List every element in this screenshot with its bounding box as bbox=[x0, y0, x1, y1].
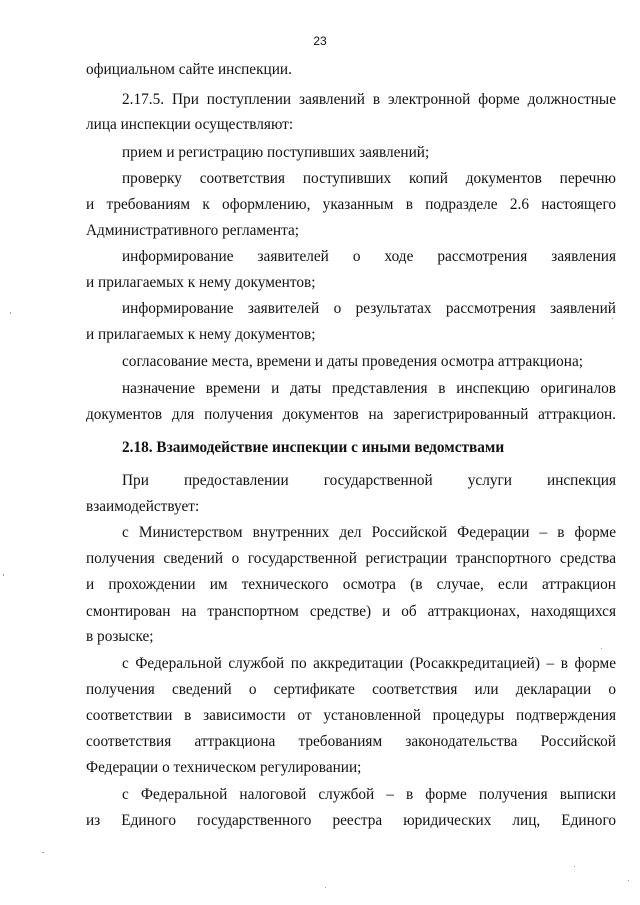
text-line: соответствия аттракциона требованиям законодательства Российской bbox=[86, 733, 616, 750]
text-line: информирование заявителей о результатах рассмотрения заявлений bbox=[122, 300, 616, 317]
scan-speck bbox=[612, 318, 613, 319]
text-line: лица инспекции осуществляют: bbox=[86, 116, 294, 133]
text-line: смонтирован на транспортном средстве) и об аттракционах, находящихся bbox=[86, 603, 616, 620]
scan-speck bbox=[3, 574, 4, 576]
text-line: Федерации о техническом регулировании; bbox=[86, 759, 362, 776]
text-line: согласование места, времени и даты проведения осмотра аттракциона; bbox=[122, 353, 583, 370]
text-line: и прилагаемых к нему документов; bbox=[86, 326, 316, 343]
text-line: из Единого государственного реестра юридических лиц, Единого bbox=[86, 812, 616, 829]
text-line: проверку соответствия поступивших копий документов перечню bbox=[122, 170, 616, 187]
text-line: и требованиям к оформлению, указанным в подразделе 2.6 настоящего bbox=[86, 196, 616, 213]
text-line: получения сведений о государственной регистрации транспортного средства bbox=[86, 550, 616, 567]
text-line: информирование заявителей о ходе рассмотрения заявления bbox=[122, 248, 616, 265]
text-line: с Федеральной налоговой службой – в форме получения выписки bbox=[122, 786, 616, 803]
text-line: соответствии в зависимости от установленной процедуры подтверждения bbox=[86, 707, 616, 724]
text-line: в розыске; bbox=[86, 628, 154, 645]
scan-speck bbox=[42, 852, 44, 853]
text-line: прием и регистрацию поступивших заявлений; bbox=[122, 144, 430, 161]
text-line: документов для получения документов на зарегистрированный аттракцион. bbox=[86, 406, 616, 423]
text-line: официальном сайте инспекции. bbox=[86, 61, 292, 78]
text-line: и прилагаемых к нему документов; bbox=[86, 274, 316, 291]
text-line: назначение времени и даты представления в инспекцию оригиналов bbox=[122, 380, 616, 397]
text-line: и прохождении им технического осмотра (в случае, если аттракцион bbox=[86, 576, 616, 593]
text-line: с Министерством внутренних дел Российской Федерации – в форме bbox=[122, 524, 616, 541]
scan-speck bbox=[628, 880, 629, 881]
scan-speck bbox=[10, 312, 11, 314]
page-number: 23 bbox=[313, 34, 327, 48]
scan-speck bbox=[574, 866, 575, 867]
text-line: Административного регламента; bbox=[86, 222, 299, 239]
section-heading: 2.18. Взаимодействие инспекции с иными ведомствами bbox=[122, 439, 505, 456]
text-line: с Федеральной службой по аккредитации (Росаккредитацией) – в форме bbox=[122, 655, 616, 672]
text-line: взаимодействует: bbox=[86, 498, 200, 515]
scan-speck bbox=[325, 887, 326, 888]
scan-speck bbox=[601, 648, 602, 649]
text-line: 2.17.5. При поступлении заявлений в электронной форме должностные bbox=[122, 91, 616, 108]
text-line: При предоставлении государственной услуги инспекция bbox=[122, 472, 616, 489]
text-line: получения сведений о сертификате соответствия или декларации о bbox=[86, 681, 616, 698]
